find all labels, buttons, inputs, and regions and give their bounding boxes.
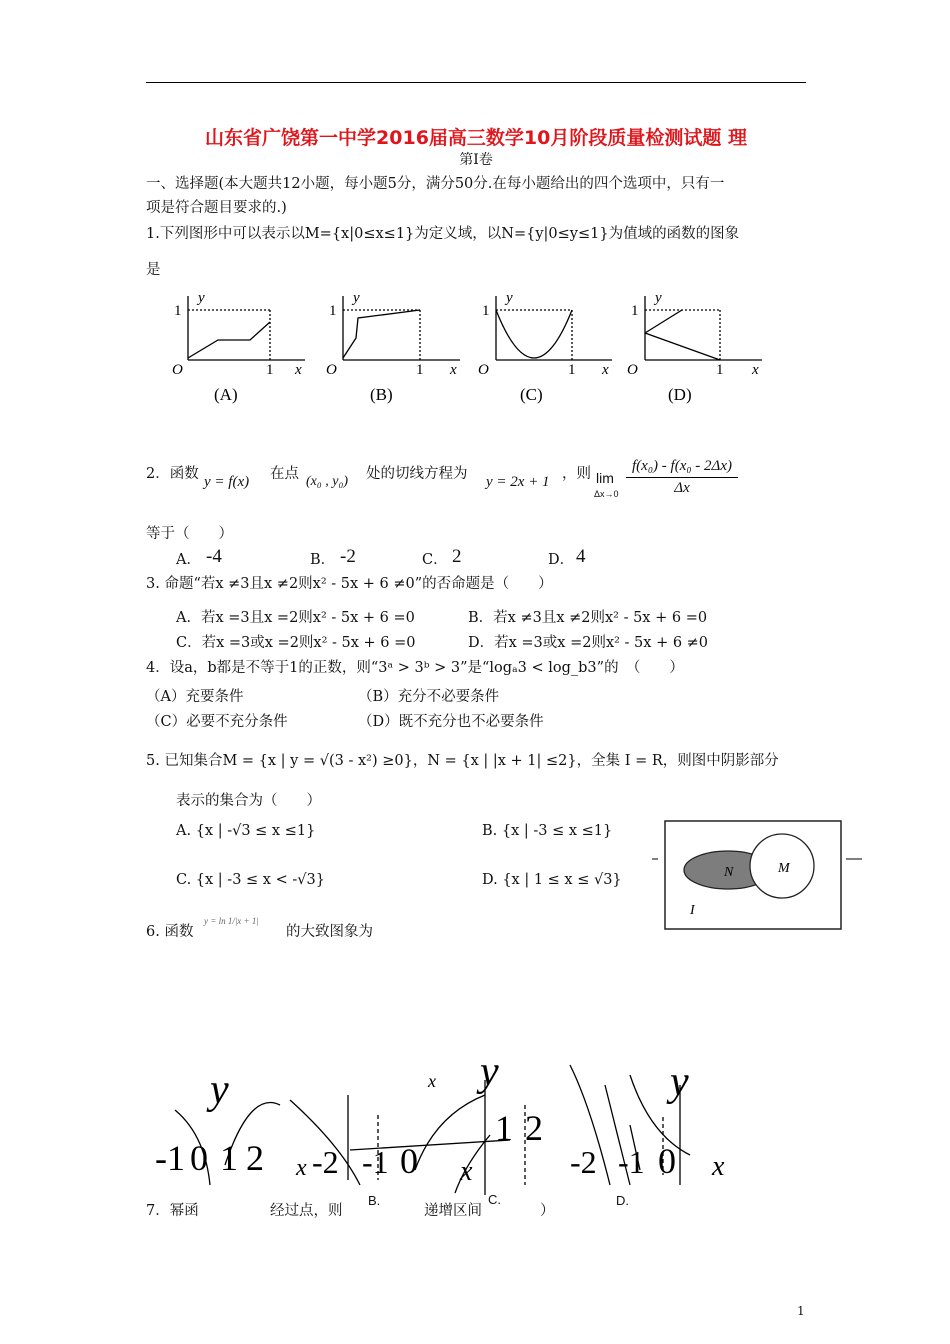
q1-b-one-x: 1 (416, 362, 424, 378)
q1-c-origin: O (478, 362, 489, 378)
q6-label-3: 0 (190, 1138, 208, 1178)
section-intro-line1: 一、选择题(本大题共12小题，每小题5分，满分50分.在每小题给出的四个选项中，只有一 (146, 176, 725, 192)
q6-graphs (150, 1045, 740, 1195)
q7-prefix: 7．幂函 (146, 1203, 199, 1219)
q7-paren: ） (540, 1203, 555, 1219)
q2-option-a-value: -4 (206, 546, 222, 567)
q2-option-d-value: 4 (576, 546, 586, 567)
q2-then: ，则 (562, 466, 591, 482)
q6-option-b-label: B. (368, 1193, 381, 1208)
q3-option-b: B．若x ≠3且x ≠2则x² - 5x + 6 =0 (468, 610, 708, 626)
q1-d-origin: O (627, 362, 638, 378)
venn-label-i: I (690, 903, 695, 918)
q6-suffix: 的大致图象为 (286, 924, 373, 940)
q1-c-label: (C) (520, 385, 543, 404)
page-number: 1 (797, 1304, 805, 1318)
q6-label-2: -1 (155, 1138, 185, 1178)
q2-at-point: 在点 (270, 466, 299, 482)
q7-middle: 经过点，则 (270, 1203, 343, 1219)
q2-option-a-label: A． (176, 552, 201, 568)
q5-stem-end: 表示的集合为（ ） (176, 793, 321, 809)
q1-stem-end: 是 (146, 262, 161, 278)
q1-b-x-label: x (450, 362, 457, 378)
q1-a-x-label: x (295, 362, 302, 378)
q1-c-one-x: 1 (568, 362, 576, 378)
q4-stem: 4．设a，b都是不等于1的正数，则“3ᵃ > 3ᵇ > 3”是“logₐ3 < log_b3”的 （ ） (146, 660, 684, 676)
q6-label-11: y (480, 1049, 499, 1095)
q1-b-y-label: y (353, 290, 360, 306)
q2-tangent-text: 处的切线方程为 (366, 466, 468, 482)
q2-lim: lim (596, 470, 614, 486)
q6-label-13: 2 (525, 1108, 543, 1148)
q2-prefix: 2．函数 (146, 466, 199, 482)
q5-option-a: A. {x | -√3 ≤ x ≤1} (176, 823, 316, 839)
q6-option-d-label: D. (616, 1193, 629, 1208)
venn-label-m: M (778, 861, 790, 876)
q1-graph-b (343, 296, 460, 360)
q6-label-17: -1 (618, 1144, 645, 1180)
q1-c-x-label: x (602, 362, 609, 378)
q2-fraction (626, 458, 738, 497)
q3-stem: 3. 命题“若x ≠3且x ≠2则x² - 5x + 6 ≠0”的否命题是（ ） (146, 576, 553, 592)
q6-label-1: y (210, 1067, 229, 1113)
q2-option-c-value: 2 (452, 546, 462, 567)
page-title: 山东省广饶第一中学2016届高三数学10月阶段质量检测试题 理 (205, 127, 747, 149)
q1-d-one-y: 1 (631, 303, 639, 319)
q6-function: y = ln 1/|x + 1| (204, 916, 259, 926)
q1-a-one-y: 1 (174, 303, 182, 319)
q5-option-b: B. {x | -3 ≤ x ≤1} (482, 823, 613, 839)
q2-option-d-label: D． (548, 552, 575, 568)
q6-prefix: 6. 函数 (146, 924, 194, 940)
q6-option-c-label: C. (488, 1192, 501, 1207)
q1-b-one-y: 1 (329, 303, 337, 319)
q6-label-6: x (296, 1155, 307, 1181)
q2-point: (x₀ , y₀) (306, 474, 348, 489)
q4-option-d: （D）既不充分也不必要条件 (358, 714, 544, 730)
q5-option-c: C. {x | -3 ≤ x < -√3} (176, 872, 325, 888)
q3-option-c: C．若x =3或x =2则x² - 5x + 6 =0 (176, 635, 416, 651)
q1-graph-c (496, 296, 612, 360)
q1-stem: 1.下列图形中可以表示以M={x|0≤x≤1}为定义域，以N={y|0≤y≤1}为值域的函数的图象 (146, 226, 740, 242)
q2-equals: 等于（ ） (146, 526, 233, 542)
q5-stem: 5. 已知集合M = {x | y = √(3 - x²) ≥0}，N = {x | |x + 1| ≤2}，全集 I = R，则图中阴影部分 (146, 753, 779, 769)
q6-label-7: -2 (312, 1144, 339, 1180)
header-rule (146, 82, 806, 83)
section-intro-line2: 项是符合题目要求的.) (146, 200, 287, 216)
q1-a-origin: O (172, 362, 183, 378)
q1-d-y-label: y (655, 290, 662, 306)
q4-option-a: （A）充要条件 (146, 689, 244, 705)
q4-option-c: （C）必要不充分条件 (146, 714, 288, 730)
q6-label-10: x (428, 1071, 436, 1091)
q1-a-label: (A) (214, 385, 238, 404)
q4-option-b: （B）充分不必要条件 (358, 689, 500, 705)
q2-lim-sub: Δx→0 (594, 489, 619, 499)
q7-tail: 递增区间 (424, 1203, 482, 1219)
q1-a-y-label: y (198, 290, 205, 306)
q2-denominator: Δx (674, 480, 690, 496)
q1-d-x-label: x (752, 362, 759, 378)
q2-function: y = f(x) (204, 474, 250, 490)
q2-option-c-label: C． (422, 552, 448, 568)
q6-label-12: 1 (495, 1108, 513, 1148)
q6-label-14: x (460, 1156, 473, 1187)
q1-d-label: (D) (668, 385, 692, 404)
q1-a-one-x: 1 (266, 362, 274, 378)
q6-label-9: 0 (400, 1141, 418, 1181)
q2-numerator: f(x₀) - f(x₀ - 2Δx) (626, 458, 738, 478)
q6-label-15: y (670, 1059, 689, 1105)
q2-option-b-value: -2 (340, 546, 356, 567)
q1-b-origin: O (326, 362, 337, 378)
q5-option-d: D. {x | 1 ≤ x ≤ √3} (482, 872, 622, 888)
q1-d-one-x: 1 (716, 362, 724, 378)
q6-label-16: -2 (570, 1144, 597, 1180)
volume-label: 第Ⅰ卷 (459, 152, 493, 168)
q2-option-b-label: B． (310, 552, 336, 568)
q6-label-5: 2 (246, 1138, 264, 1178)
q1-graph-d (645, 296, 762, 360)
q1-b-label: (B) (370, 385, 393, 404)
q1-c-y-label: y (506, 290, 513, 306)
q6-label-18: 0 (658, 1141, 676, 1181)
q3-option-d: D．若x =3或x =2则x² - 5x + 6 ≠0 (468, 635, 709, 651)
q6-label-8: -1 (362, 1144, 389, 1180)
q2-tangent-line: y = 2x + 1 (486, 474, 550, 490)
q6-label-4: 1 (220, 1138, 238, 1178)
q6-label-19: x (712, 1151, 725, 1182)
q3-option-a: A．若x =3且x =2则x² - 5x + 6 =0 (176, 610, 415, 626)
q1-c-one-y: 1 (482, 303, 490, 319)
q1-graph-a (188, 296, 305, 360)
q5-venn-diagram (648, 812, 863, 934)
q1-graphs (160, 288, 780, 408)
venn-label-n: N (724, 865, 734, 880)
